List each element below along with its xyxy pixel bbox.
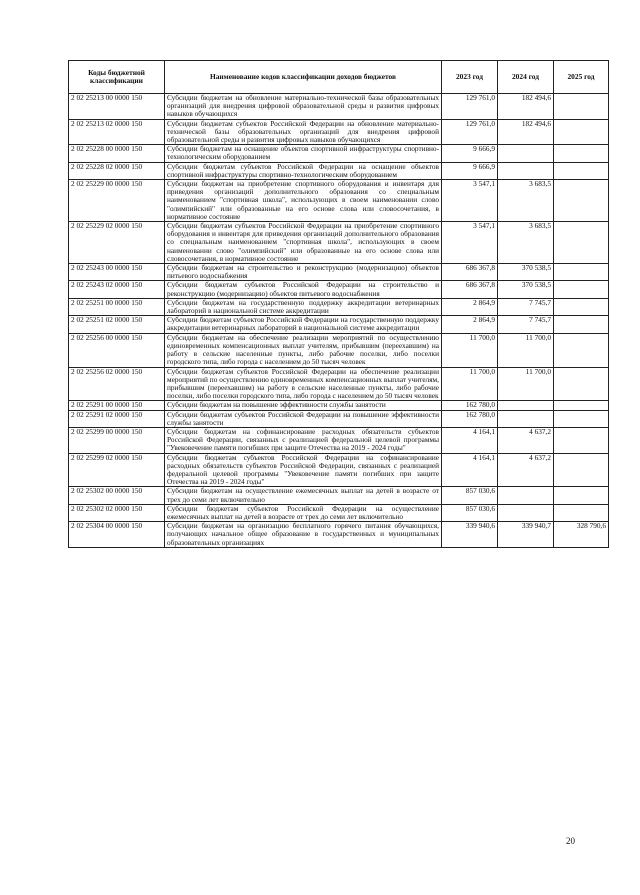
table-row: [69, 401, 609, 410]
cell-value-2025: [554, 94, 609, 120]
cell-value-2023: 857 030,6: [442, 487, 498, 504]
cell-value-2024: [498, 410, 554, 427]
cell-code: 2 02 25302 00 0000 150: [69, 487, 165, 504]
page-number: 20: [566, 836, 575, 846]
cell-value-2025: [554, 264, 609, 281]
cell-value-2024: 3 683,5: [498, 180, 554, 222]
table-row: [69, 367, 609, 401]
table-row: [69, 94, 609, 120]
table-row: [69, 298, 609, 315]
cell-value-2025: [554, 410, 609, 427]
table-row: [69, 427, 609, 453]
cell-value-2025: [554, 427, 609, 453]
cell-name: Субсидии бюджетам на софинансирование расходных обязательств субъектов Российской Федерации, связанных с реализацией федеральной целевой программы "Увековечение памяти погибших при защите Отечества на 2019 - 2024 годы": [165, 427, 442, 453]
cell-name: Субсидии бюджетам на организацию бесплатного горячего питания обучающихся, получающих начальное общее образование в государственных и муниципальных образовательных организациях: [165, 522, 442, 548]
cell-value-2023: 4 164,1: [442, 427, 498, 453]
cell-value-2023: 162 780,0: [442, 401, 498, 410]
cell-name: Субсидии бюджетам на государственную поддержку аккредитации ветеринарных лабораторий в национальной системе аккредитации: [165, 298, 442, 315]
table-row: [69, 180, 609, 222]
table-body: [69, 94, 609, 548]
cell-code: 2 02 25243 02 0000 150: [69, 281, 165, 298]
table-row: [69, 487, 609, 504]
cell-value-2023: 3 547,1: [442, 222, 498, 264]
table-row: [69, 264, 609, 281]
cell-name: Субсидии бюджетам субъектов Российской Федерации на обновление материально-технической базы образовательных организаций для внедрения цифровой образовательной среды и развития цифровых навыков обучающихся: [165, 119, 442, 145]
cell-value-2025: [554, 180, 609, 222]
table-row: [69, 504, 609, 521]
cell-name: Субсидии бюджетам на обеспечение реализации мероприятий по осуществлению единовременных компенсационных выплат учителям, прибывшим (переехавшим) на работу в сельские населенные пункты, либо рабочие поселки, либо поселки городского типа, либо города с населением до 50 тысяч человек: [165, 333, 442, 367]
cell-value-2025: [554, 401, 609, 410]
cell-value-2024: 182 494,6: [498, 94, 554, 120]
cell-value-2024: 4 637,2: [498, 453, 554, 487]
cell-name: Субсидии бюджетам на приобретение спортивного оборудования и инвентаря для приведения организаций дополнительного образования со специальным наименованием "спортивная школа", использующих в своем наименовании слово "олимпийский" или образованные на его основе слова или словосочетания, в нормативное состояние: [165, 180, 442, 222]
cell-value-2023: 339 940,6: [442, 522, 498, 548]
cell-value-2024: 7 745,7: [498, 298, 554, 315]
table-row: [69, 316, 609, 333]
table-row: [69, 333, 609, 367]
cell-name: Субсидии бюджетам субъектов Российской Федерации на государственную поддержку аккредитации ветеринарных лабораторий в национальной системе аккредитации: [165, 316, 442, 333]
cell-value-2025: [554, 504, 609, 521]
cell-value-2024: [498, 162, 554, 179]
cell-code: 2 02 25256 02 0000 150: [69, 367, 165, 401]
cell-value-2023: 129 761,0: [442, 94, 498, 120]
cell-code: 2 02 25256 00 0000 150: [69, 333, 165, 367]
table-header-row: [69, 61, 609, 94]
cell-code: 2 02 25228 00 0000 150: [69, 145, 165, 162]
table-row: [69, 410, 609, 427]
cell-value-2025: [554, 316, 609, 333]
cell-code: 2 02 25229 00 0000 150: [69, 180, 165, 222]
cell-value-2023: 9 666,9: [442, 162, 498, 179]
cell-code: 2 02 25251 02 0000 150: [69, 316, 165, 333]
cell-code: 2 02 25213 02 0000 150: [69, 119, 165, 145]
table-row: [69, 145, 609, 162]
cell-name: Субсидии бюджетам на осуществление ежемесячных выплат на детей в возрасте от трех до семи лет включительно: [165, 487, 442, 504]
cell-code: 2 02 25304 00 0000 150: [69, 522, 165, 548]
cell-value-2024: [498, 401, 554, 410]
cell-value-2023: 3 547,1: [442, 180, 498, 222]
table-row: [69, 119, 609, 145]
cell-name: Субсидии бюджетам на повышение эффективности службы занятости: [165, 401, 442, 410]
cell-value-2025: [554, 333, 609, 367]
cell-name: Субсидии бюджетам субъектов Российской Федерации на оснащение объектов спортивной инфраструктуры спортивно-технологическим оборудованием: [165, 162, 442, 179]
cell-name: Субсидии бюджетам субъектов Российской Федерации на софинансирование расходных обязательств субъектов Российской Федерации, связанных с реализацией федеральной целевой программы "Увековечение памяти погибших при защите Отечества на 2019 - 2024 годы": [165, 453, 442, 487]
cell-value-2025: [554, 162, 609, 179]
cell-name: Субсидии бюджетам на оснащение объектов спортивной инфраструктуры спортивно-технологическим оборудованием: [165, 145, 442, 162]
cell-value-2023: 2 864,9: [442, 298, 498, 315]
cell-value-2024: 370 538,5: [498, 281, 554, 298]
table-row: [69, 453, 609, 487]
table-row: [69, 281, 609, 298]
cell-value-2024: 370 538,5: [498, 264, 554, 281]
cell-value-2023: 11 700,0: [442, 367, 498, 401]
cell-value-2023: 129 761,0: [442, 119, 498, 145]
cell-name: Субсидии бюджетам субъектов Российской Федерации на осуществление ежемесячных выплат на детей в возрасте от трех до семи лет включительно: [165, 504, 442, 521]
cell-code: 2 02 25291 00 0000 150: [69, 401, 165, 410]
header-year-2024: 2024 год: [498, 61, 554, 94]
table-row: [69, 522, 609, 548]
cell-value-2024: 7 745,7: [498, 316, 554, 333]
cell-code: 2 02 25213 00 0000 150: [69, 94, 165, 120]
header-year-2023: 2023 год: [442, 61, 498, 94]
cell-value-2024: 3 683,5: [498, 222, 554, 264]
cell-code: 2 02 25299 00 0000 150: [69, 427, 165, 453]
cell-name: Субсидии бюджетам субъектов Российской Федерации на повышение эффективности службы занятости: [165, 410, 442, 427]
header-year-2025: 2025 год: [554, 61, 609, 94]
cell-value-2024: 4 637,2: [498, 427, 554, 453]
cell-value-2025: [554, 222, 609, 264]
cell-name: Субсидии бюджетам на обновление материально-технической базы образовательных организаций для внедрения цифровой образовательной среды и развития цифровых навыков обучающихся: [165, 94, 442, 120]
cell-value-2023: 857 030,6: [442, 504, 498, 521]
cell-code: 2 02 25243 00 0000 150: [69, 264, 165, 281]
cell-value-2024: 339 940,7: [498, 522, 554, 548]
cell-value-2025: [554, 367, 609, 401]
cell-value-2023: 9 666,9: [442, 145, 498, 162]
cell-value-2024: 11 700,0: [498, 333, 554, 367]
budget-revenue-table: [68, 60, 609, 548]
cell-value-2025: [554, 281, 609, 298]
cell-value-2024: 182 494,6: [498, 119, 554, 145]
cell-code: 2 02 25251 00 0000 150: [69, 298, 165, 315]
cell-value-2024: [498, 487, 554, 504]
cell-value-2023: 686 367,8: [442, 264, 498, 281]
cell-value-2024: [498, 504, 554, 521]
cell-value-2025: [554, 487, 609, 504]
cell-code: 2 02 25228 02 0000 150: [69, 162, 165, 179]
cell-value-2025: [554, 298, 609, 315]
cell-value-2023: 2 864,9: [442, 316, 498, 333]
table-row: [69, 162, 609, 179]
cell-value-2024: [498, 145, 554, 162]
cell-value-2025: [554, 119, 609, 145]
cell-value-2023: 4 164,1: [442, 453, 498, 487]
header-code: Коды бюджетной классификации: [69, 61, 165, 94]
cell-name: Субсидии бюджетам субъектов Российской Федерации на обеспечение реализации мероприятий по осуществлению единовременных компенсационных выплат учителям, прибывшим (переехавшим) на работу в сельские населенные пункты, либо рабочие поселки, либо поселки городского типа, либо города с населением до 50 тысяч человек: [165, 367, 442, 401]
cell-name: Субсидии бюджетам субъектов Российской Федерации на приобретение спортивного оборудования и инвентаря для приведения организаций дополнительного образования со специальным наименованием "спортивная школа", использующих в своем наименовании слово "олимпийский" или образованные на его основе слова или словосочетания, в нормативное состояние: [165, 222, 442, 264]
cell-value-2024: 11 700,0: [498, 367, 554, 401]
cell-value-2025: [554, 453, 609, 487]
cell-code: 2 02 25291 02 0000 150: [69, 410, 165, 427]
cell-code: 2 02 25299 02 0000 150: [69, 453, 165, 487]
header-name: Наименование кодов классификации доходов бюджетов: [165, 61, 442, 94]
cell-name: Субсидии бюджетам на строительство и реконструкцию (модернизацию) объектов питьевого водоснабжения: [165, 264, 442, 281]
cell-name: Субсидии бюджетам субъектов Российской Федерации на строительство и реконструкцию (модернизацию) объектов питьевого водоснабжения: [165, 281, 442, 298]
cell-code: 2 02 25302 02 0000 150: [69, 504, 165, 521]
cell-code: 2 02 25229 02 0000 150: [69, 222, 165, 264]
cell-value-2023: 11 700,0: [442, 333, 498, 367]
cell-value-2023: 162 780,0: [442, 410, 498, 427]
table-row: [69, 222, 609, 264]
cell-value-2025: 328 790,6: [554, 522, 609, 548]
cell-value-2023: 686 367,8: [442, 281, 498, 298]
cell-value-2025: [554, 145, 609, 162]
